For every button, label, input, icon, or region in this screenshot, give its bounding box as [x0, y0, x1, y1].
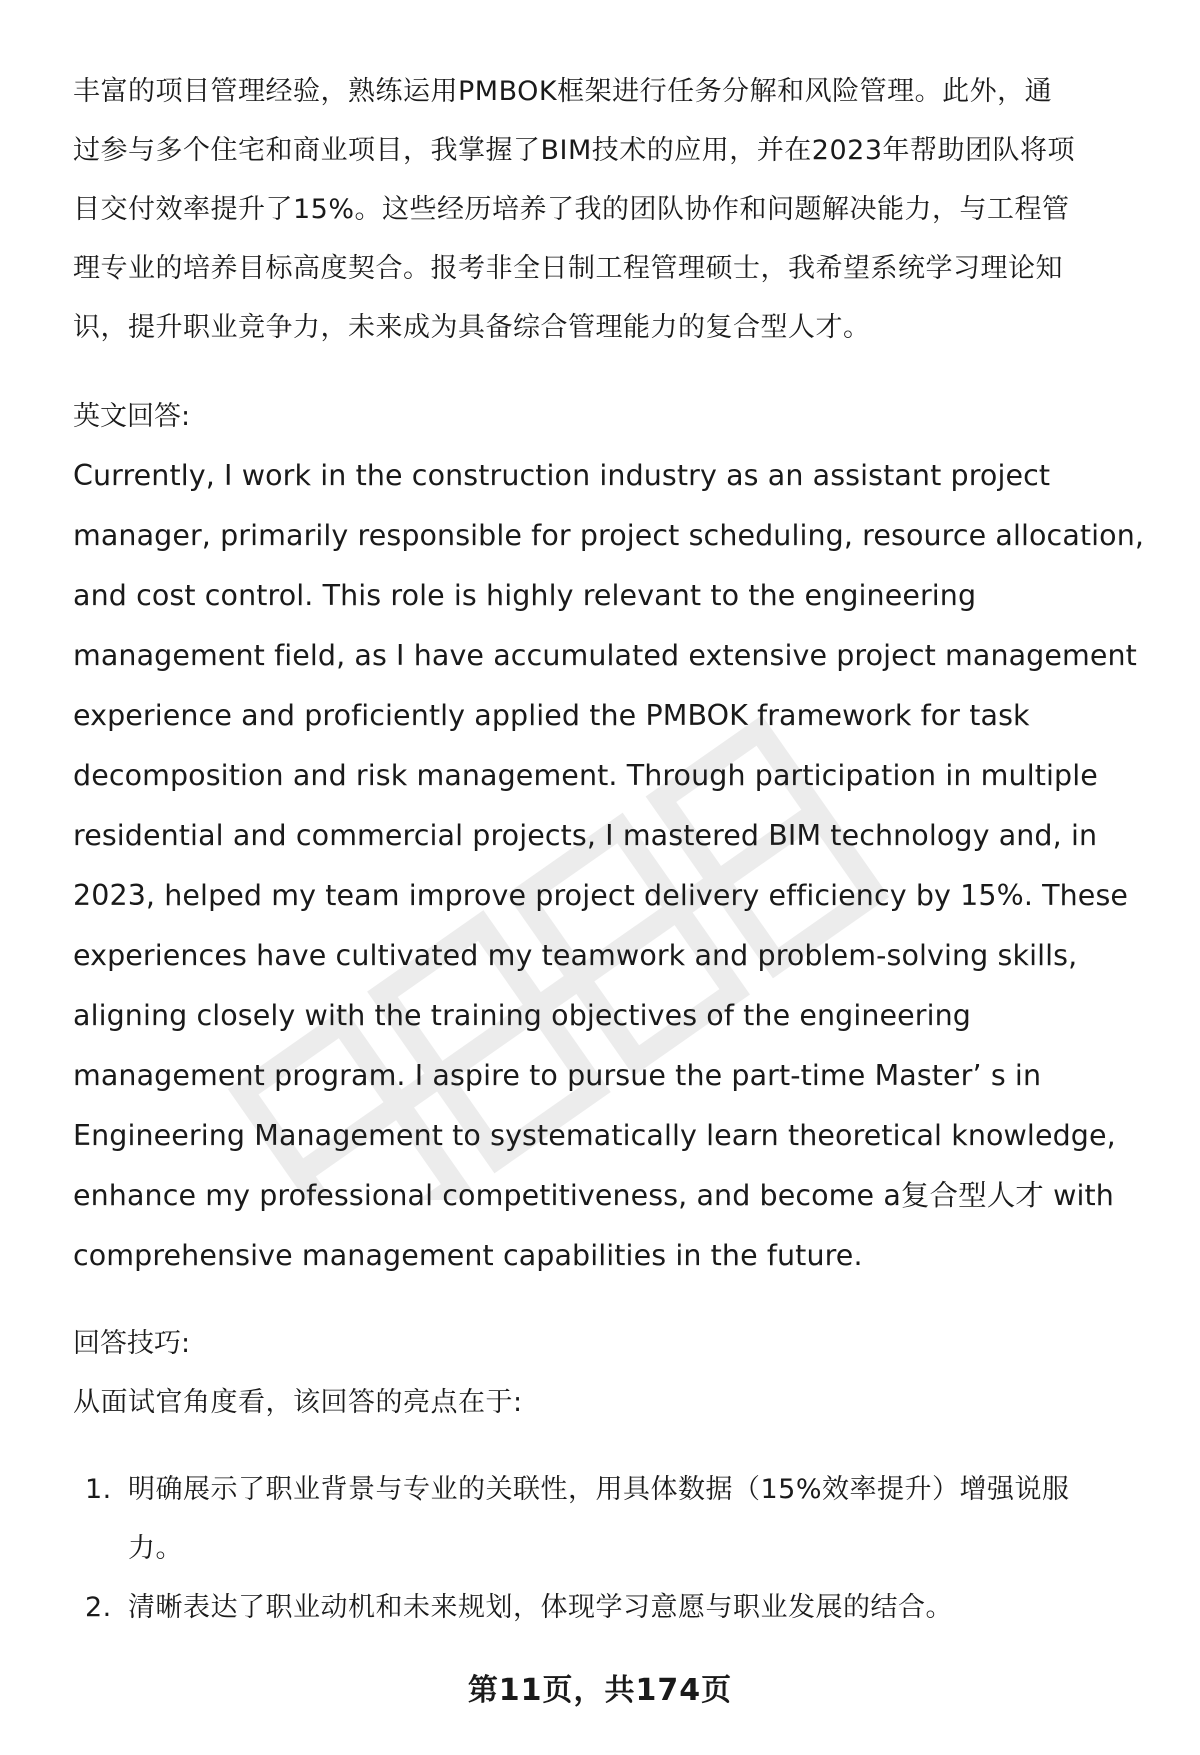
english-line: residential and commercial projects, I mastered BIM technology and, in: [73, 819, 1098, 852]
answer-tips-intro: 从面试官角度看，该回答的亮点在于:: [73, 1387, 523, 1418]
english-line: enhance my professional competitiveness, and become a复合型人才 with: [73, 1179, 1114, 1212]
answer-tips-heading: 回答技巧:: [73, 1328, 191, 1359]
english-line: management program. I aspire to pursue the part-time Master’ s in: [73, 1059, 1042, 1092]
english-line: Currently, I work in the construction industry as an assistant project: [73, 459, 1051, 492]
list-item: [73, 1578, 1153, 1637]
english-line: Engineering Management to systematically learn theoretical knowledge,: [73, 1119, 1116, 1152]
english-line: aligning closely with the training objectives of the engineering: [73, 999, 971, 1032]
english-line: manager, primarily responsible for project scheduling, resource allocation,: [73, 519, 1145, 552]
intro-paragraph: [73, 62, 1153, 357]
english-line: experience and proficiently applied the PMBOK framework for task: [73, 699, 1030, 732]
list-item-line: 清晰表达了职业动机和未来规划，体现学习意愿与职业发展的结合。: [128, 1592, 953, 1623]
document-page: [73, 62, 1153, 1637]
list-item: [73, 1460, 1153, 1578]
list-item-number: 1.: [85, 1474, 112, 1505]
tips-list: [73, 1460, 1153, 1637]
english-line: 2023, helped my team improve project delivery efficiency by 15%. These: [73, 879, 1129, 912]
english-line: and cost control. This role is highly relevant to the engineering: [73, 579, 977, 612]
english-line: management field, as I have accumulated extensive project management: [73, 639, 1137, 672]
intro-line: 理专业的培养目标高度契合。报考非全日制工程管理硕士，我希望系统学习理论知: [73, 253, 1063, 284]
intro-line: 丰富的项目管理经验，熟练运用PMBOK框架进行任务分解和风险管理。此外，通: [73, 76, 1053, 107]
answer-tips-section: [73, 1314, 1153, 1637]
intro-line: 目交付效率提升了15%。这些经历培养了我的团队协作和问题解决能力，与工程管: [73, 194, 1070, 225]
list-item-line: 力。: [128, 1533, 183, 1564]
english-line: experiences have cultivated my teamwork and problem-solving skills,: [73, 939, 1078, 972]
english-line: comprehensive management capabilities in the future.: [73, 1239, 863, 1272]
intro-line: 识，提升职业竞争力，未来成为具备综合管理能力的复合型人才。: [73, 312, 871, 343]
list-item-number: 2.: [85, 1592, 112, 1623]
english-answer-heading: 英文回答:: [73, 401, 191, 432]
english-line: decomposition and risk management. Through participation in multiple: [73, 759, 1098, 792]
page-number: 第11页，共174页: [467, 1673, 733, 1708]
list-item-line: 明确展示了职业背景与专业的关联性，用具体数据（15%效率提升）增强说服: [128, 1474, 1070, 1505]
intro-line: 过参与多个住宅和商业项目，我掌握了BIM技术的应用，并在2023年帮助团队将项: [73, 135, 1075, 166]
english-answer-section: [73, 387, 1153, 1286]
